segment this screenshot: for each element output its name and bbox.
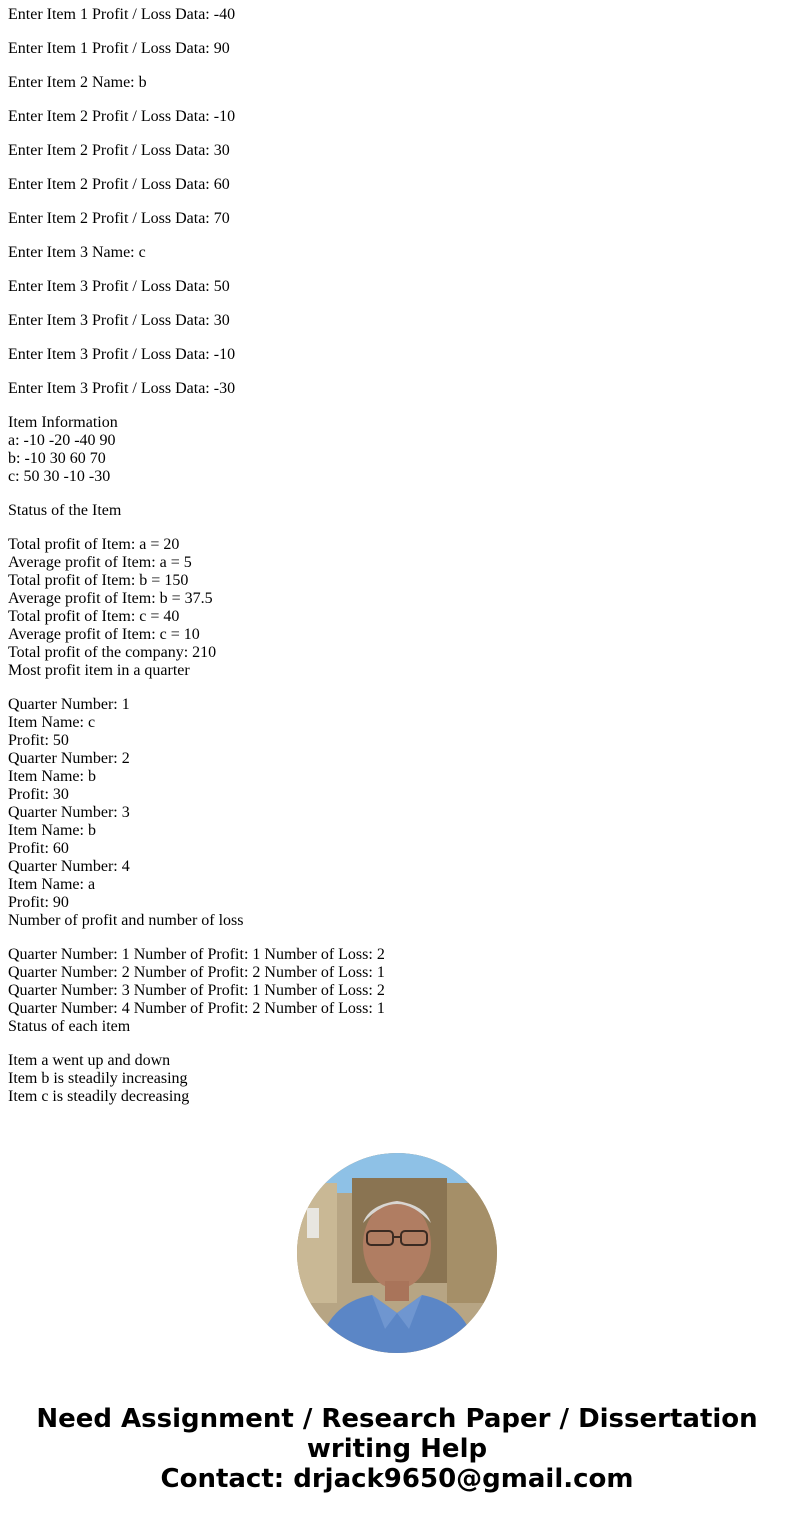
totals-line: Average profit of Item: a = 5: [8, 554, 192, 571]
item-info-line: a: -10 -20 -40 90: [8, 432, 116, 449]
item-status-block: [8, 1052, 786, 1106]
footer-line-1: Need Assignment / Research Paper / Dissertation: [36, 1404, 758, 1434]
quarters-block: [8, 696, 786, 930]
totals-line: Total profit of Item: b = 150: [8, 572, 189, 589]
profit-loss-block: [8, 946, 786, 1036]
totals-line: Most profit item in a quarter: [8, 662, 190, 679]
totals-line: Total profit of the company: 210: [8, 644, 217, 661]
quarter-line: Profit: 60: [8, 840, 69, 857]
input-line: Enter Item 2 Profit / Loss Data: 60: [8, 176, 230, 193]
totals-line: Total profit of Item: c = 40: [8, 608, 180, 625]
input-line: Enter Item 3 Name: c: [8, 244, 146, 261]
profit-loss-line: Quarter Number: 4 Number of Profit: 2 Number of Loss: 1: [8, 1000, 385, 1017]
quarter-line: Profit: 50: [8, 732, 69, 749]
input-line: Enter Item 2 Profit / Loss Data: 30: [8, 142, 230, 159]
quarter-line: Quarter Number: 3: [8, 804, 130, 821]
item-status-line: Item a went up and down: [8, 1052, 171, 1069]
footer-line-2: writing Help: [306, 1434, 488, 1464]
item-information-heading: Item Information: [8, 414, 118, 431]
profit-loss-line: Quarter Number: 2 Number of Profit: 2 Number of Loss: 1: [8, 964, 385, 981]
quarter-line: Number of profit and number of loss: [8, 912, 244, 929]
item-status-line: Item c is steadily decreasing: [8, 1088, 190, 1105]
input-line: Enter Item 3 Profit / Loss Data: -30: [8, 380, 236, 397]
profit-loss-line: Quarter Number: 3 Number of Profit: 1 Number of Loss: 2: [8, 982, 385, 999]
profit-loss-line: Quarter Number: 1 Number of Profit: 1 Number of Loss: 2: [8, 946, 385, 963]
quarter-line: Item Name: c: [8, 714, 96, 731]
quarter-line: Item Name: b: [8, 822, 96, 839]
quarter-line: Profit: 30: [8, 786, 69, 803]
input-line: Enter Item 2 Profit / Loss Data: 70: [8, 210, 230, 227]
quarter-line: Item Name: b: [8, 768, 96, 785]
quarter-line: Profit: 90: [8, 894, 69, 911]
item-info-line: b: -10 30 60 70: [8, 450, 106, 467]
input-line: Enter Item 2 Profit / Loss Data: -10: [8, 108, 236, 125]
footer-banner: [0, 1404, 794, 1494]
program-output: [8, 6, 786, 1106]
totals-line: Total profit of Item: a = 20: [8, 536, 180, 553]
quarter-line: Quarter Number: 1: [8, 696, 130, 713]
portrait-image: [297, 1153, 497, 1353]
input-line: Enter Item 1 Profit / Loss Data: -40: [8, 6, 236, 23]
status-heading: Status of the Item: [8, 502, 122, 519]
totals-block: [8, 536, 786, 680]
quarter-line: Quarter Number: 4: [8, 858, 130, 875]
item-info-line: c: 50 30 -10 -30: [8, 468, 111, 485]
quarter-line: Quarter Number: 2: [8, 750, 130, 767]
input-line: Enter Item 2 Name: b: [8, 74, 147, 91]
footer-contact: Contact: drjack9650@gmail.com: [160, 1464, 634, 1494]
input-line: Enter Item 3 Profit / Loss Data: 30: [8, 312, 230, 329]
totals-line: Average profit of Item: c = 10: [8, 626, 200, 643]
author-photo: [297, 1153, 497, 1353]
totals-line: Average profit of Item: b = 37.5: [8, 590, 213, 607]
input-line: Enter Item 3 Profit / Loss Data: 50: [8, 278, 230, 295]
input-line: Enter Item 1 Profit / Loss Data: 90: [8, 40, 230, 57]
input-line: Enter Item 3 Profit / Loss Data: -10: [8, 346, 236, 363]
quarter-line: Item Name: a: [8, 876, 96, 893]
profit-loss-line: Status of each item: [8, 1018, 131, 1035]
item-status-line: Item b is steadily increasing: [8, 1070, 188, 1087]
item-information-block: [8, 414, 786, 486]
